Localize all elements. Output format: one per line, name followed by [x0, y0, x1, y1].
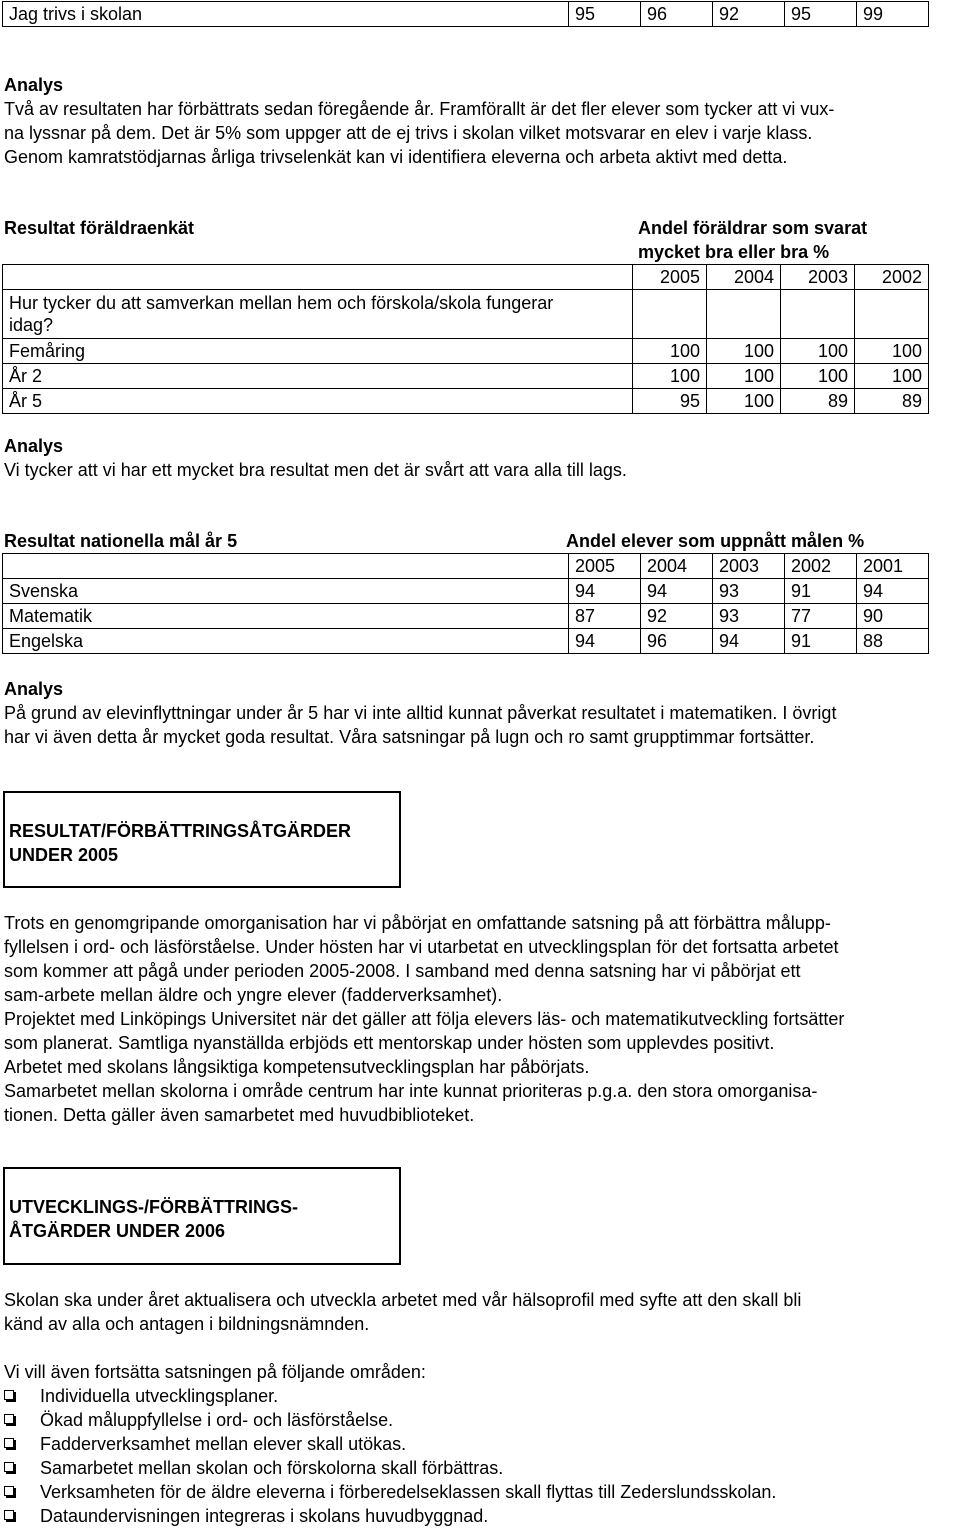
paragraph-line: som kommer att pågå under perioden 2005-2008. I samband med denna satsning har vi påbörjat ett: [4, 961, 801, 981]
section-heading-line: ÅTGÄRDER UNDER 2006: [9, 1221, 226, 1241]
table-cell: 100: [633, 339, 707, 364]
table-cell: 94: [641, 579, 713, 604]
section-heading-line: UTVECKLINGS-/FÖRBÄTTRINGS-: [9, 1197, 298, 1217]
table-row: [3, 265, 929, 290]
table-cell: 95: [569, 2, 641, 27]
table-row: [3, 629, 929, 654]
table-cell: [633, 290, 707, 339]
table-cell: 91: [785, 629, 857, 654]
checkbox-bullet-icon: [4, 1462, 14, 1472]
paragraph-line: Arbetet med skolans långsiktiga kompetensutvecklingsplan har påbörjats.: [4, 1057, 590, 1077]
list-item: [4, 1480, 956, 1504]
table-row: [3, 389, 929, 414]
row-label: År 5: [3, 389, 633, 414]
row-label: Svenska: [3, 579, 569, 604]
table-cell: 96: [641, 2, 713, 27]
table-cell: [781, 290, 855, 339]
table-cell: 100: [707, 389, 781, 414]
table-row: [3, 604, 929, 629]
table-cell: 89: [855, 389, 929, 414]
year-header: 2003: [781, 265, 855, 290]
analysis-section: [4, 677, 956, 749]
year-header: 2002: [785, 554, 857, 579]
parent-survey-table: [2, 264, 929, 414]
table-cell: 95: [785, 2, 857, 27]
paragraph-line: Skolan ska under året aktualisera och utveckla arbetet med vår hälsoprofil med syfte att den skall bli: [4, 1290, 802, 1310]
analysis-heading: Analys: [4, 436, 64, 456]
list-item: [4, 1456, 956, 1480]
table-row: [3, 364, 929, 389]
row-label: Matematik: [3, 604, 569, 629]
table-cell: 95: [633, 389, 707, 414]
year-header: 2002: [855, 265, 929, 290]
table-cell: 91: [785, 579, 857, 604]
table-cell: 94: [713, 629, 785, 654]
checkbox-bullet-icon: [4, 1414, 14, 1424]
checkbox-bullet-icon: [4, 1390, 14, 1400]
paragraph-line: Trots en genomgripande omorganisation har vi påbörjat en omfattande satsning på att förbättra målupp-: [4, 913, 831, 933]
table-cell: 100: [781, 364, 855, 389]
table-cell: 92: [641, 604, 713, 629]
analysis-line: Vi tycker att vi har ett mycket bra resultat men det är svårt att vara alla till lags.: [4, 460, 627, 480]
parent-survey-column-header: [638, 216, 867, 264]
section-heading-line: RESULTAT/FÖRBÄTTRINGSÅTGÄRDER: [9, 821, 351, 841]
year-header: 2003: [713, 554, 785, 579]
year-header: 2001: [857, 554, 929, 579]
table-row: [3, 2, 929, 27]
table-cell: 89: [781, 389, 855, 414]
table-cell: 96: [641, 629, 713, 654]
table-row: [3, 554, 929, 579]
table-row: [3, 339, 929, 364]
national-goals-table: [2, 553, 929, 654]
national-goals-title: Resultat nationella mål år 5: [4, 531, 238, 551]
column-header-line: mycket bra eller bra %: [638, 242, 830, 262]
table-cell: 77: [785, 604, 857, 629]
table-cell: 93: [713, 579, 785, 604]
analysis-section: [4, 73, 956, 169]
checkbox-list: [4, 1384, 956, 1528]
list-item-text: Verksamheten för de äldre eleverna i förberedelseklassen skall flyttas till Zederslundsskolan.: [40, 1482, 777, 1502]
column-header-line: Andel föräldrar som svarat: [638, 218, 868, 238]
table-cell: 100: [707, 364, 781, 389]
analysis-line: Genom kamratstödjarnas årliga trivselenkät kan vi identifiera eleverna och arbeta aktivt med detta.: [4, 147, 788, 167]
section-2006-text: [4, 1288, 956, 1528]
table-cell: [707, 290, 781, 339]
table-cell: 90: [857, 604, 929, 629]
table-cell: 100: [781, 339, 855, 364]
list-item-text: Fadderverksamhet mellan elever skall utökas.: [40, 1434, 407, 1454]
table-cell: [855, 290, 929, 339]
list-item: [4, 1384, 956, 1408]
analysis-section: [4, 434, 956, 482]
year-header: 2005: [633, 265, 707, 290]
list-item: [4, 1504, 956, 1528]
list-item: [4, 1432, 956, 1456]
question-cell: [3, 290, 633, 339]
list-item-text: Dataundervisningen integreras i skolans huvudbyggnad.: [40, 1506, 489, 1526]
section-heading-line: UNDER 2005: [9, 845, 119, 865]
table-row: [3, 290, 929, 339]
row-label: År 2: [3, 364, 633, 389]
analysis-line: har vi även detta år mycket goda resultat. Våra satsningar på lugn och ro samt grupptimmar fortsätter.: [4, 727, 815, 747]
table-cell: 100: [707, 339, 781, 364]
table-cell: 100: [855, 364, 929, 389]
paragraph-line: tionen. Detta gäller även samarbetet med huvudbiblioteket.: [4, 1105, 475, 1125]
analysis-heading: Analys: [4, 679, 64, 699]
row-label: Femåring: [3, 339, 633, 364]
table-cell: [3, 265, 633, 290]
national-goals-column-header: Andel elever som uppnått målen %: [566, 531, 865, 551]
analysis-heading: Analys: [4, 75, 64, 95]
table-cell: 100: [855, 339, 929, 364]
table-cell: 94: [857, 579, 929, 604]
table-cell: 93: [713, 604, 785, 629]
question-line: Hur tycker du att samverkan mellan hem och förskola/skola fungerar: [9, 293, 554, 313]
table-cell: 94: [569, 629, 641, 654]
section-heading-box: [3, 791, 401, 888]
paragraph-line: som planerat. Samtliga nyanställda erbjöds ett mentorskap under hösten som upplevdes positivt.: [4, 1033, 775, 1053]
list-item-text: Samarbetet mellan skolan och förskolorna skall förbättras.: [40, 1458, 504, 1478]
question-line: idag?: [9, 315, 54, 335]
paragraph-line: fyllelsen i ord- och läsförståelse. Under hösten har vi utarbetat en utvecklingsplan för det fortsatta arbetet: [4, 937, 839, 957]
paragraph-line: känd av alla och antagen i bildningsnämnden.: [4, 1314, 370, 1334]
list-intro: Vi vill även fortsätta satsningen på följande områden:: [4, 1362, 426, 1382]
year-header: 2004: [641, 554, 713, 579]
section-heading-box: [3, 1167, 401, 1265]
table-cell: 87: [569, 604, 641, 629]
checkbox-bullet-icon: [4, 1486, 14, 1496]
list-item: [4, 1408, 956, 1432]
checkbox-bullet-icon: [4, 1438, 14, 1448]
table-cell: 92: [713, 2, 785, 27]
row-label: Engelska: [3, 629, 569, 654]
table-cell: 100: [633, 364, 707, 389]
table-cell: 88: [857, 629, 929, 654]
paragraph-line: Projektet med Linköpings Universitet när det gäller att följa elevers läs- och matematikutveckling fortsätter: [4, 1009, 845, 1029]
table-cell: 99: [857, 2, 929, 27]
paragraph-line: sam-arbete mellan äldre och yngre elever (fadderverksamhet).: [4, 985, 503, 1005]
checkbox-bullet-icon: [4, 1510, 14, 1520]
analysis-line: na lyssnar på dem. Det är 5% som uppger att de ej trivs i skolan vilket motsvarar en elev i varje klass.: [4, 123, 813, 143]
paragraph-line: Samarbetet mellan skolorna i område centrum har inte kunnat prioriteras p.g.a. den stora omorganisa-: [4, 1081, 818, 1101]
parent-survey-title: Resultat föräldraenkät: [4, 218, 195, 238]
trivsel-table: [2, 1, 929, 27]
list-item-text: Ökad måluppfyllelse i ord- och läsförståelse.: [40, 1410, 394, 1430]
section-2005-text: [4, 911, 956, 1127]
analysis-line: På grund av elevinflyttningar under år 5 har vi inte alltid kunnat påverkat resultatet i matematiken. I övrigt: [4, 703, 837, 723]
row-label: Jag trivs i skolan: [3, 2, 569, 27]
table-cell: [3, 554, 569, 579]
list-item-text: Individuella utvecklingsplaner.: [40, 1386, 279, 1406]
table-row: [3, 579, 929, 604]
year-header: 2004: [707, 265, 781, 290]
table-cell: 94: [569, 579, 641, 604]
analysis-line: Två av resultaten har förbättrats sedan föregående år. Framförallt är det fler elever som tycker att vi vux-: [4, 99, 835, 119]
year-header: 2005: [569, 554, 641, 579]
